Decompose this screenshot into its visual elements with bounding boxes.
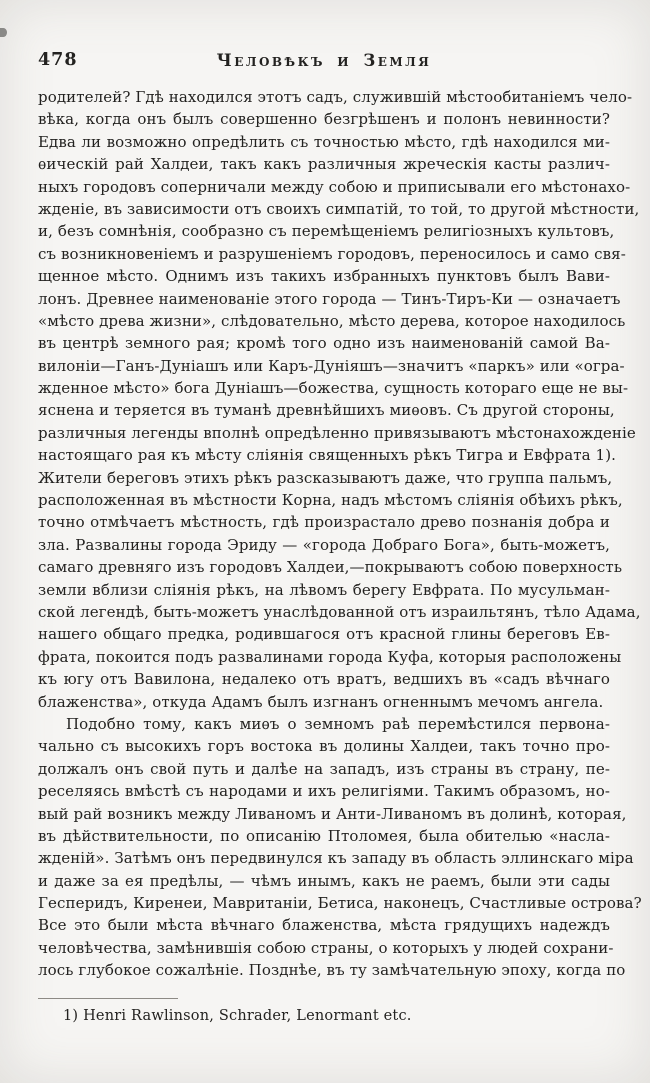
text-line: вилоніи—Ганъ-Дуніашъ или Каръ-Дуніяшъ—значитъ «паркъ» или «огра- xyxy=(38,356,625,375)
text-line: щенное мѣсто. Однимъ изъ такихъ избранныхъ пунктовъ былъ Вави- xyxy=(38,267,610,286)
text-line: Едва ли возможно опредѣлить съ точностью мѣсто, гдѣ находился ми- xyxy=(38,132,610,151)
text-line: расположенная въ мѣстности Корна, надъ мѣстомъ сліянія обѣихъ рѣкъ, xyxy=(38,491,623,510)
page-number: 478 xyxy=(38,50,78,70)
text-line: реселяясь вмѣстѣ съ народами и ихъ религіями. Такимъ образомъ, но- xyxy=(38,782,610,801)
text-line: настоящаго рая къ мѣсту сліянія священныхъ рѣкъ Тигра и Евфрата 1). xyxy=(38,446,617,465)
text-line: яснена и теряется въ туманѣ древнѣйшихъ миѳовъ. Съ другой стороны, xyxy=(38,401,615,420)
text-line: чально съ высокихъ горъ востока въ долины Халдеи, такъ точно про- xyxy=(38,737,610,756)
text-line: человѣчества, замѣнившія собою страны, о которыхъ у людей сохрани- xyxy=(38,938,614,957)
text-line: Гесперидъ, Киренеи, Мавританіи, Бетиса, наконецъ, Счастливые острова? xyxy=(38,894,642,913)
text-line: вѣка, когда онъ былъ совершенно безгрѣшенъ и полонъ невинности? xyxy=(38,110,610,129)
text-line: ѳическій рай Халдеи, такъ какъ различныя жреческія касты различ- xyxy=(38,155,610,174)
text-line: родителей? Гдѣ находился этотъ садъ, служившій мѣстообитаніемъ чело- xyxy=(38,88,633,106)
text-line: жденій». Затѣмъ онъ передвинулся къ западу въ область эллинскаго міра xyxy=(38,849,634,868)
body-text xyxy=(38,86,642,982)
text-line: вый рай возникъ между Ливаномъ и Анти-Ливаномъ въ долинѣ, которая, xyxy=(38,804,627,823)
text-line: нашего общаго предка, родившагося отъ красной глины береговъ Ев- xyxy=(38,625,610,644)
text-line: «мѣсто древа жизни», слѣдовательно, мѣсто дерева, которое находилось xyxy=(38,311,626,330)
text-line: зла. Развалины города Эриду — «города Добраго Бога», быть-можетъ, xyxy=(38,535,610,554)
text-line: и даже за ея предѣлы, — чѣмъ инымъ, какъ не раемъ, были эти сады xyxy=(38,871,610,890)
text-line: Подобно тому, какъ миѳъ о земномъ раѣ перемѣстился первона- xyxy=(66,714,610,733)
text-line: Жители береговъ этихъ рѣкъ разсказываютъ даже, что группа пальмъ, xyxy=(38,468,613,487)
text-line: должалъ онъ свой путь и далѣе на западъ, изъ страны въ страну, пе- xyxy=(38,759,610,778)
text-line: въ центрѣ земного рая; кромѣ того одно изъ наименованій самой Ва- xyxy=(38,334,610,353)
footnote-text: 1) Henri Rawlinson, Schrader, Lenormant etc. xyxy=(63,1008,412,1024)
running-title: Человѣкъ и Земля xyxy=(216,51,432,70)
text-line: самаго древняго изъ городовъ Халдеи,—покрываютъ собою поверхность xyxy=(38,558,623,577)
page-header xyxy=(38,50,610,72)
text-line: съ возникновеніемъ и разрушеніемъ городовъ, переносилось и само свя- xyxy=(38,244,626,263)
text-line: ныхъ городовъ соперничали между собою и приписывали его мѣстонахо- xyxy=(38,177,631,196)
text-line: лось глубокое сожалѣніе. Позднѣе, въ ту замѣчательную эпоху, когда по xyxy=(38,961,626,980)
footnote-rule xyxy=(38,998,178,999)
text-line: лонъ. Древнее наименованіе этого города — Тинъ-Тиръ-Ки — означаетъ xyxy=(38,289,621,308)
text-line: и, безъ сомнѣнія, сообразно съ перемѣщеніемъ религіозныхъ культовъ, xyxy=(38,222,615,241)
text-line: ской легендѣ, быть-можетъ унаслѣдованной отъ израильтянъ, тѣло Адама, xyxy=(38,602,641,621)
text-line: блаженства», откуда Адамъ былъ изгнанъ огненнымъ мечомъ ангела. xyxy=(38,692,604,711)
text-line: жденіе, въ зависимости отъ своихъ симпатій, то той, то другой мѣстности, xyxy=(38,199,640,218)
text-line: къ югу отъ Вавилона, недалеко отъ вратъ, ведшихъ въ «садъ вѣчнаго xyxy=(38,670,610,689)
text-line: въ дѣйствительности, по описанію Птоломея, была обителью «насла- xyxy=(38,826,610,845)
text-line: фрата, покоится подъ развалинами города Куфа, которыя расположены xyxy=(38,647,622,666)
text-line: различныя легенды вполнѣ опредѣленно привязываютъ мѣстонахожденіе xyxy=(38,423,636,442)
text-line: жденное мѣсто» бога Дуніашъ—божества, сущность котораго еще не вы- xyxy=(38,379,629,398)
scan-artifact-speck xyxy=(0,28,7,37)
text-line: точно отмѣчаетъ мѣстность, гдѣ произрастало древо познанія добра и xyxy=(38,513,610,532)
text-line: земли вблизи сліянія рѣкъ, на лѣвомъ берегу Евфрата. По мусульман- xyxy=(38,580,610,599)
text-line: Все это были мѣста вѣчнаго блаженства, мѣста грядущихъ надеждъ xyxy=(38,916,610,935)
